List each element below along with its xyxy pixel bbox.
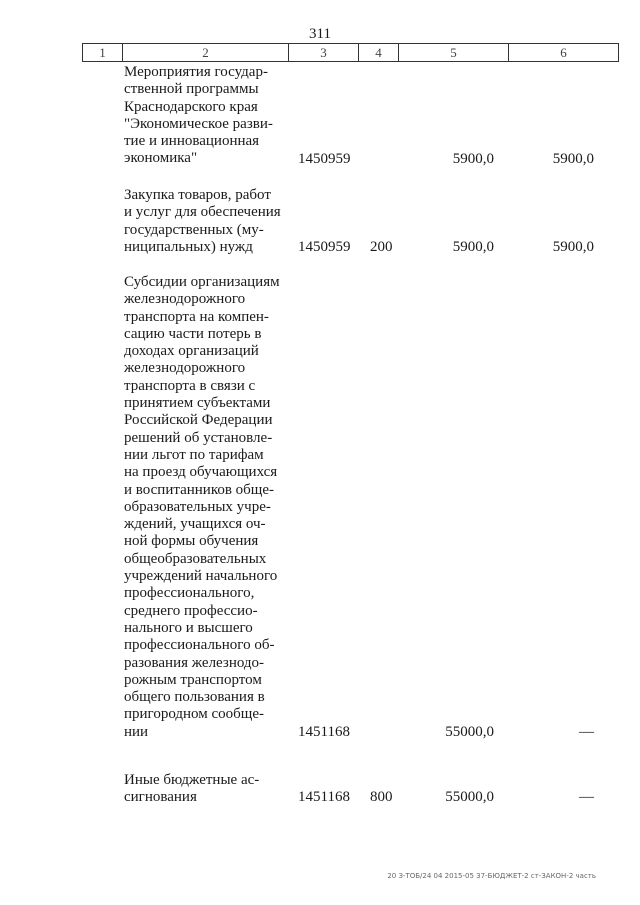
row-amount-2: 5900,0 bbox=[552, 238, 594, 255]
row-code: 1451168 bbox=[298, 789, 350, 806]
name-line: учреждений начального bbox=[124, 568, 278, 585]
row-type: 800 bbox=[370, 789, 393, 806]
row-amount-1: 5900,0 bbox=[452, 238, 494, 255]
name-line: рожным транспортом bbox=[124, 671, 262, 688]
row-code: 1451168 bbox=[298, 723, 350, 740]
name-line: решений об установле- bbox=[124, 429, 273, 446]
name-line: принятием субъектами bbox=[124, 395, 271, 412]
name-line: ственной программы bbox=[124, 81, 259, 98]
name-line: железнодорожного bbox=[124, 360, 246, 377]
table-header bbox=[82, 43, 619, 62]
name-line: Иные бюджетные ас- bbox=[124, 772, 260, 788]
header-col-1: 1 bbox=[83, 44, 123, 62]
name-line: и воспитанников обще- bbox=[124, 481, 275, 498]
row-type: 200 bbox=[370, 238, 393, 255]
name-line: профессионального об- bbox=[124, 637, 275, 654]
name-line: нального и высшего bbox=[124, 619, 253, 636]
header-col-4: 4 bbox=[359, 44, 399, 62]
row-name bbox=[124, 274, 282, 741]
name-line: нии льгот по тарифам bbox=[124, 446, 264, 463]
page-number: 311 bbox=[309, 26, 331, 42]
row-code: 1450959 bbox=[298, 150, 351, 167]
row-code: 1450959 bbox=[298, 238, 351, 255]
name-line: железнодорожного bbox=[124, 291, 246, 308]
name-line: сацию части потерь в bbox=[124, 325, 262, 342]
row-name bbox=[124, 187, 282, 256]
name-line: "Экономическое разви- bbox=[124, 115, 273, 132]
header-col-5: 5 bbox=[399, 44, 509, 62]
name-line: Краснодарского края bbox=[124, 98, 258, 115]
name-line: Российской Федерации bbox=[124, 412, 273, 429]
name-line: пригородном сообще- bbox=[124, 706, 265, 723]
name-line: и услуг для обеспечения bbox=[124, 204, 281, 221]
name-line: государственных (му- bbox=[124, 221, 264, 238]
name-line: Субсидии организациям bbox=[124, 274, 280, 290]
name-line: тие и инновационная bbox=[124, 133, 260, 150]
row-amount-1: 5900,0 bbox=[452, 150, 494, 167]
name-line: транспорта в связи с bbox=[124, 377, 256, 394]
header-col-3: 3 bbox=[289, 44, 359, 62]
name-line: ждений, учащихся оч- bbox=[124, 516, 266, 533]
name-line: разования железнодо- bbox=[124, 654, 265, 671]
name-line: нии bbox=[124, 723, 149, 740]
header-col-2: 2 bbox=[123, 44, 289, 62]
name-line: образовательных учре- bbox=[124, 498, 271, 515]
name-line: сигнования bbox=[124, 789, 197, 806]
name-line: Закупка товаров, работ bbox=[124, 187, 271, 203]
name-line: Мероприятия государ- bbox=[124, 64, 268, 80]
row-amount-1: 55000,0 bbox=[445, 789, 494, 806]
row-amount-2: — bbox=[579, 789, 594, 806]
name-line: экономика" bbox=[124, 150, 198, 167]
row-name bbox=[124, 64, 282, 168]
name-line: ной формы обучения bbox=[124, 533, 259, 550]
row-amount-2: 5900,0 bbox=[552, 150, 594, 167]
name-line: ниципальных) нужд bbox=[124, 238, 253, 255]
row-amount-2: — bbox=[579, 723, 594, 740]
row-name bbox=[124, 772, 282, 807]
name-line: транспорта на компен- bbox=[124, 308, 269, 325]
name-line: общего пользования в bbox=[124, 689, 265, 706]
name-line: на проезд обучающихся bbox=[124, 464, 278, 481]
header-col-6: 6 bbox=[509, 44, 619, 62]
name-line: доходах организаций bbox=[124, 343, 259, 360]
name-line: общеобразовательных bbox=[124, 550, 267, 567]
row-amount-1: 55000,0 bbox=[445, 723, 494, 740]
name-line: профессионального, bbox=[124, 585, 255, 602]
footer-text: 20 З-ТОБ/24 04 2015-05 37-БЮДЖЕТ-2 ст-ЗАКОН-2 часть bbox=[387, 872, 596, 880]
name-line: среднего профессио- bbox=[124, 602, 258, 619]
